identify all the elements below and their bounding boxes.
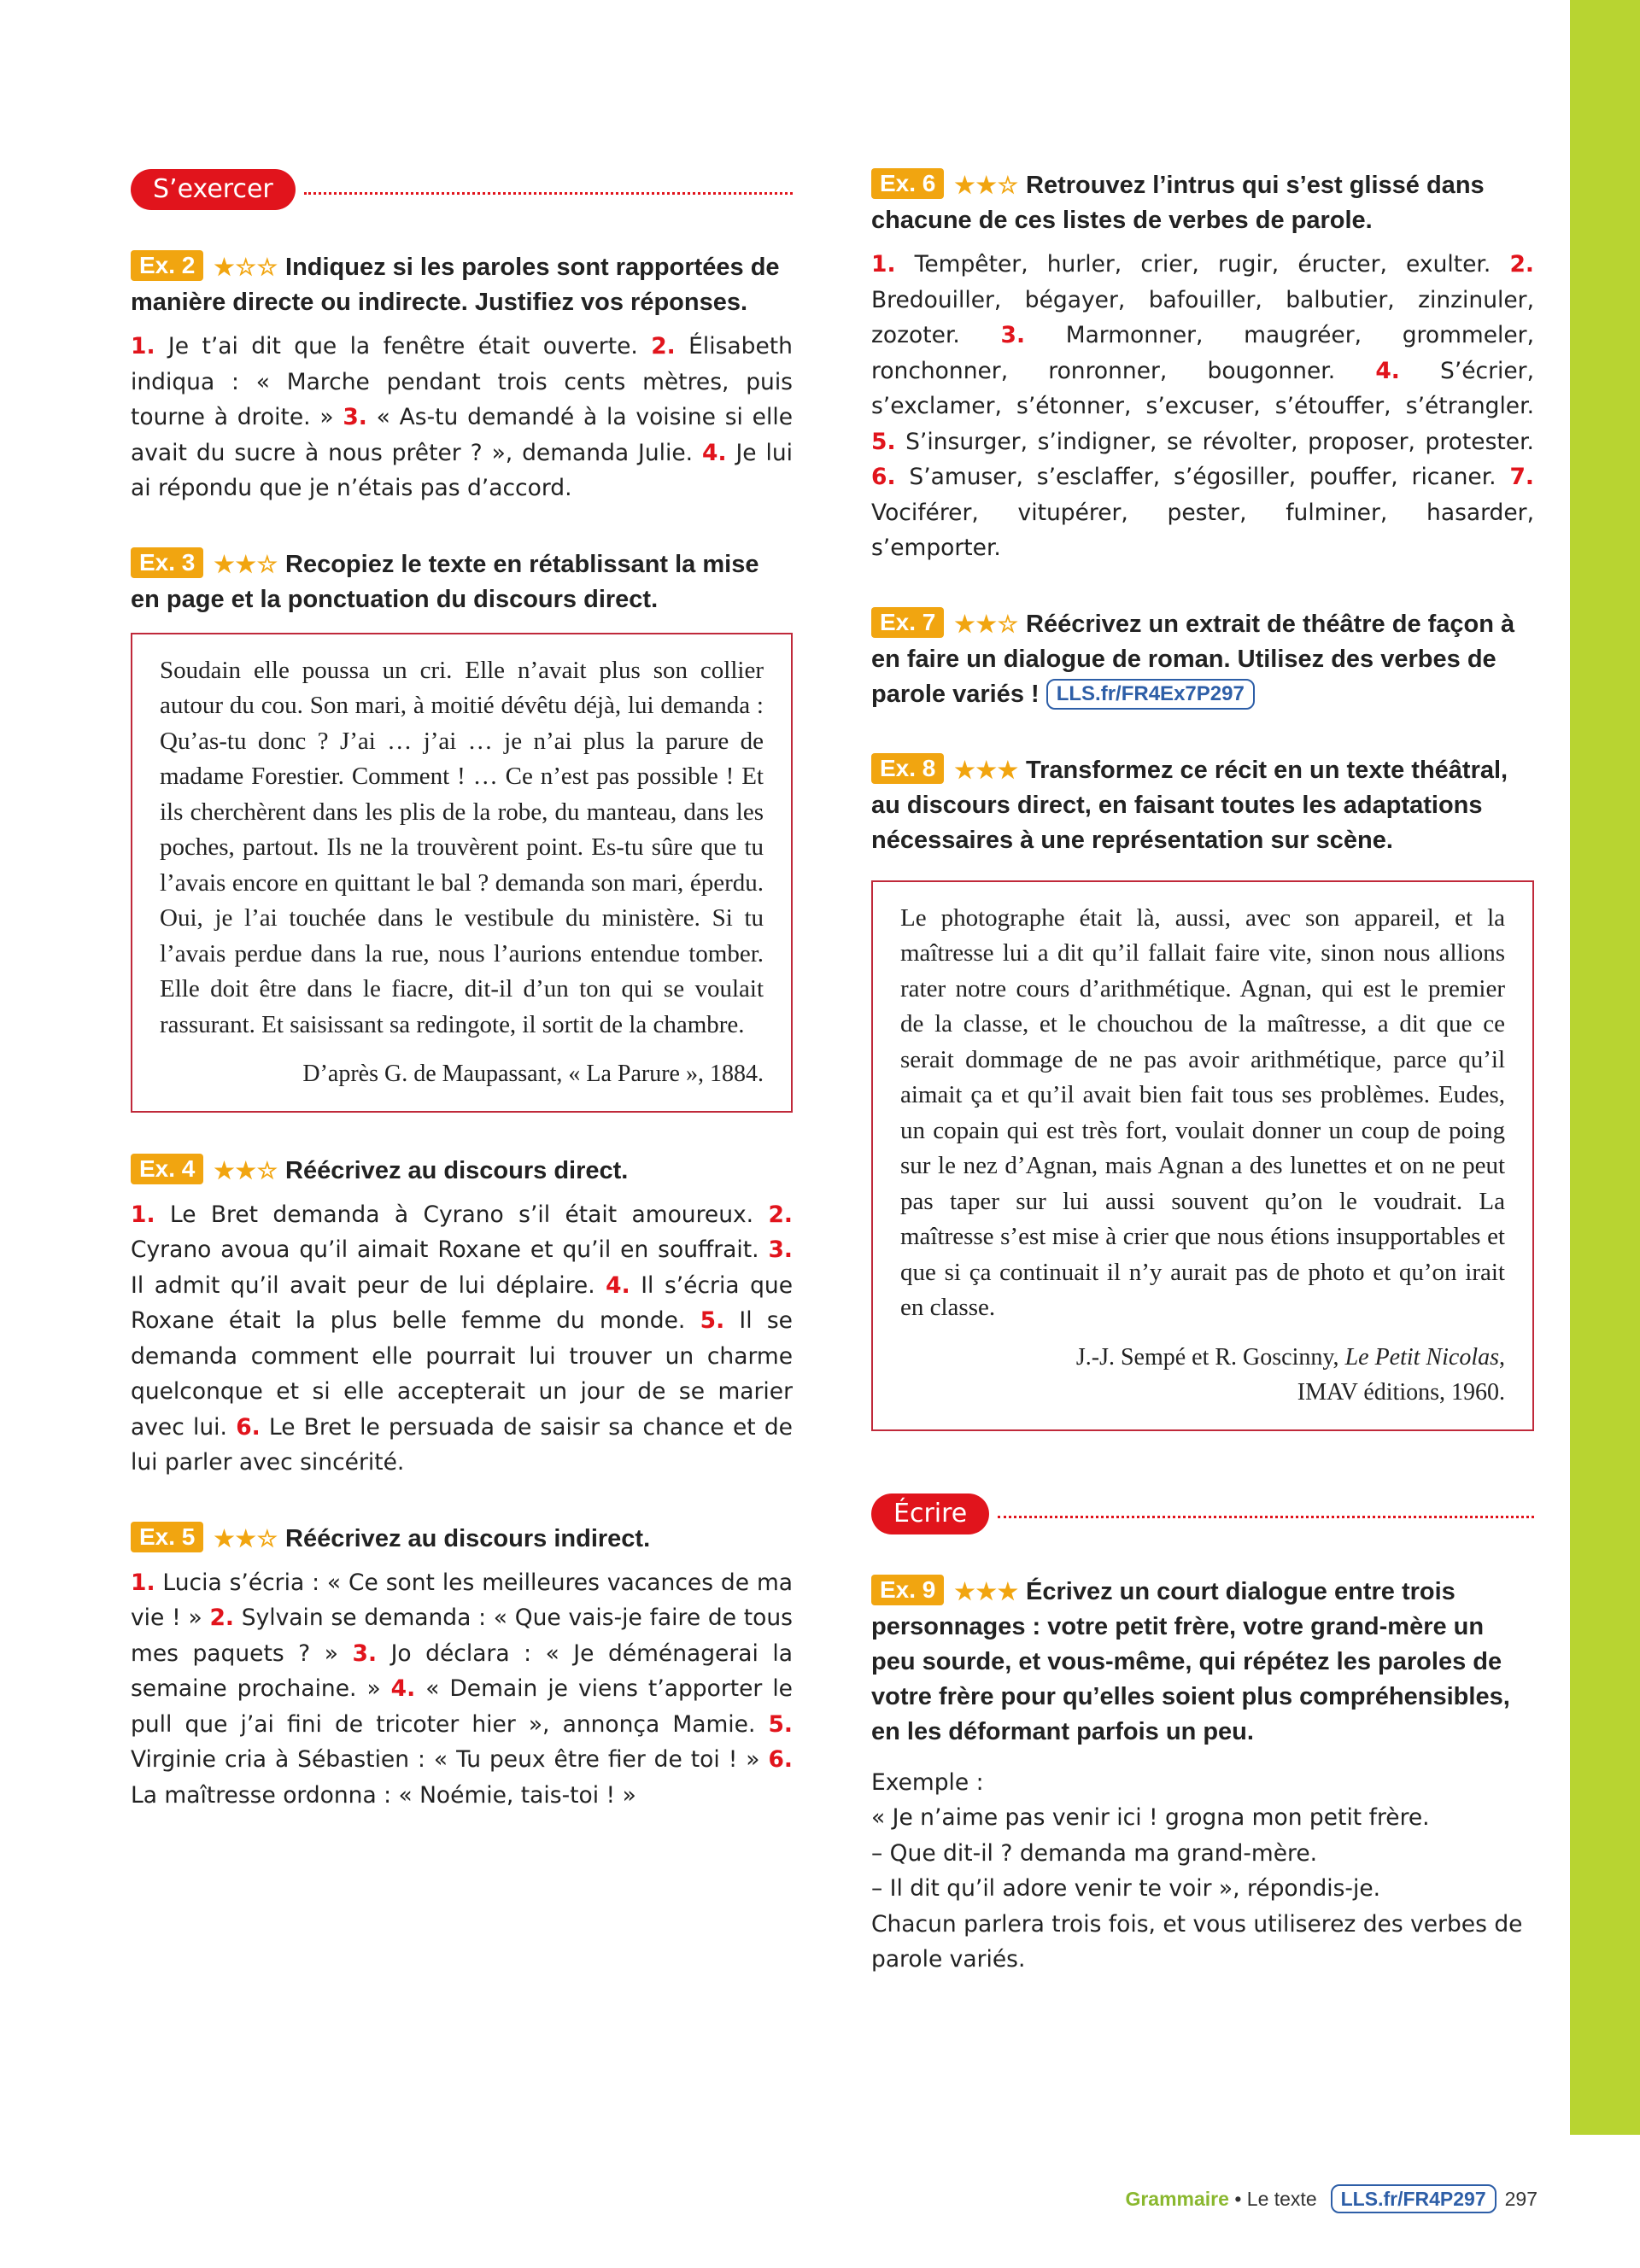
- exercise-body: [871, 247, 1534, 566]
- item-number: 1.: [131, 1569, 155, 1596]
- item-number: 2.: [1509, 251, 1534, 278]
- exercise-7: [871, 607, 1534, 712]
- example-line: « Je n’aime pas venir ici ! grogna mon petit frère.: [871, 1804, 1430, 1831]
- exercise-title: [871, 1575, 1534, 1750]
- source-title: Le Petit Nicolas: [1344, 1343, 1499, 1371]
- page-footer: [1076, 2183, 1538, 2215]
- exercise-instruction: Recopiez le texte en rétablissant la mise en page et la ponctuation du discours direct.: [131, 550, 759, 613]
- item-text: Sylvain se demanda : « Que vais-je faire de tous mes paquets ? »: [131, 1605, 793, 1667]
- exercise-8: [871, 753, 1534, 1431]
- exercise-4: [131, 1154, 793, 1481]
- item-text: Il s’écria que Roxane était la plus belle femme du monde.: [131, 1271, 793, 1334]
- item-text: Cyrano avoua qu’il aimait Roxane et qu’il en souffrait.: [131, 1236, 769, 1263]
- text-extract-box: [871, 880, 1534, 1431]
- item-text: La maîtresse ordonna : « Noémie, tais-toi ! »: [131, 1781, 636, 1809]
- item-number: 7.: [1509, 464, 1534, 490]
- source-publisher: IMAV éditions, 1960.: [1297, 1379, 1505, 1406]
- footer-link[interactable]: LLS.fr/FR4P297: [1331, 2184, 1496, 2213]
- item-text: Le Bret le persuada de saisir sa chance et de lui parler avec sincérité.: [131, 1413, 793, 1476]
- exercise-badge: Ex. 3: [131, 547, 203, 578]
- exercise-badge: Ex. 2: [131, 250, 203, 281]
- item-text: « Demain je viens t’apporter le pull que j’ai fini de tricoter hier », annonça Mamie.: [131, 1675, 793, 1738]
- exercise-badge: Ex. 6: [871, 168, 944, 199]
- exercise-2: [131, 250, 793, 506]
- section-pill: Écrire: [871, 1493, 989, 1534]
- item-number: 3.: [343, 404, 367, 430]
- exercise-body: [131, 1565, 793, 1814]
- exercise-instruction: Écrivez un court dialogue entre trois personnages : votre petit frère, votre grand-mère un peu sourde, et vous-même, qui répétez les paroles de votre frère pour qu’elles soient plus compréhensibles, en les déformant parfois un peu.: [871, 1577, 1510, 1745]
- example-line: – Que dit-il ? demanda ma grand-mère.: [871, 1839, 1318, 1867]
- item-number: 6.: [871, 464, 896, 490]
- difficulty-stars-icon: ★★☆: [954, 611, 1020, 637]
- item-text: Lucia s’écria : « Ce sont les meilleures vacances de ma vie ! »: [131, 1569, 793, 1631]
- item-text: S’insurger, s’indigner, se révolter, proposer, protester.: [905, 428, 1534, 455]
- footer-separator: •: [1228, 2188, 1247, 2210]
- right-column: [871, 168, 1534, 2019]
- exercise-instruction: Réécrivez au discours indirect.: [285, 1524, 651, 1552]
- item-number: 4.: [390, 1675, 416, 1702]
- exercise-5: [131, 1522, 793, 1814]
- item-number: 1.: [131, 1201, 155, 1228]
- difficulty-stars-icon: ★☆☆: [214, 254, 279, 280]
- exercise-title: [871, 753, 1534, 858]
- extract-source: D’après G. de Maupassant, « La Parure », 1884.: [302, 1061, 764, 1087]
- footer-topic: Le texte: [1246, 2188, 1317, 2210]
- item-number: 5.: [700, 1307, 725, 1334]
- side-accent-bar: [1570, 0, 1640, 2135]
- difficulty-stars-icon: ★★★: [954, 757, 1020, 783]
- dotted-rule: [304, 192, 793, 195]
- item-text: Il se demanda comment elle pourrait lui trouver un charme quelconque et si elle accepterait un jour de se marier avec lui.: [131, 1307, 793, 1441]
- example-label: Exemple :: [871, 1768, 984, 1796]
- item-text: Vociférer, vitupérer, pester, fulminer, hasarder, s’emporter.: [871, 499, 1534, 561]
- source-author: J.-J. Sempé et R. Goscinny,: [1075, 1343, 1345, 1371]
- item-number: 1.: [871, 251, 896, 278]
- item-text: Virginie cria à Sébastien : « Tu peux être fier de toi ! »: [131, 1746, 769, 1773]
- exercise-title: [871, 607, 1534, 712]
- exercise-instruction: Transformez ce récit en un texte théâtral, au discours direct, en faisant toutes les adaptations nécessaires à une représentation sur scène.: [871, 756, 1508, 854]
- item-text: Je t’ai dit que la fenêtre était ouverte.: [167, 333, 652, 359]
- text-extract-box: [131, 633, 793, 1113]
- exercise-title: [131, 250, 793, 320]
- item-text: S’amuser, s’esclaffer, s’égosiller, pouffer, ricaner.: [909, 464, 1510, 490]
- exercise-instruction: Indiquez si les paroles sont rapportées de manière directe ou indirecte. Justifiez vos réponses.: [131, 254, 780, 316]
- exercise-link[interactable]: LLS.fr/FR4Ex7P297: [1046, 679, 1255, 710]
- item-number: 4.: [1375, 357, 1400, 384]
- left-column: [131, 168, 793, 1854]
- item-number: 5.: [871, 428, 896, 455]
- item-number: 3.: [1000, 322, 1026, 348]
- extract-text: Soudain elle poussa un cri. Elle n’avait plus son collier autour du cou. Son mari, à moitié dévêtu déjà, lui demanda : Qu’as-tu donc ? J’ai … j’ai … je n’ai plus la parure de madame Forestier. Comment ! … Ce n’est pas possible ! Et ils cherchèrent dans les plis de la robe, du manteau, dans les poches, partout. Ils ne la trouvèrent point. Es-tu sûre que tu l’avais encore en quittant le bal ? demanda son mari, éperdu. Oui, je l’ai touchée dans le vestibule du ministère. Si tu l’avais perdue dans la rue, nous l’aurions entendue tomber. Elle doit être dans le fiacre, dit-il d’un ton qui se voulait rassurant. Et saisissant sa redingote, il sortit de la chambre.: [160, 656, 764, 1038]
- item-text: Élisabeth indiqua : « Marche pendant trois cents mètres, puis tourne à droite. »: [131, 333, 793, 430]
- extract-source: [900, 1340, 1505, 1411]
- section-header-ecrire: [871, 1493, 1534, 1535]
- item-text: Marmonner, maugréer, grommeler, ronchonner, ronronner, bougonner.: [871, 322, 1534, 384]
- exercise-6: [871, 168, 1534, 566]
- item-text: Il admit qu’il avait peur de lui déplaire.: [131, 1271, 606, 1299]
- difficulty-stars-icon: ★★★: [954, 1578, 1020, 1605]
- item-number: 2.: [209, 1605, 234, 1631]
- exercise-title: [131, 1154, 793, 1189]
- section-pill: S’exercer: [131, 169, 296, 210]
- item-number: 6.: [768, 1746, 793, 1773]
- item-number: 3.: [352, 1640, 378, 1667]
- item-text: Le Bret demanda à Cyrano s’il était amoureux.: [169, 1201, 769, 1228]
- exercise-9: [871, 1575, 1534, 1978]
- dotted-rule: [998, 1516, 1534, 1518]
- exercise-badge: Ex. 8: [871, 753, 944, 784]
- item-text: Bredouiller, bégayer, bafouiller, balbutier, zinzinuler, zozoter.: [871, 286, 1534, 348]
- exercise-badge: Ex. 9: [871, 1575, 944, 1605]
- exercise-instruction: Retrouvez l’intrus qui s’est glissé dans chacune de ces listes de verbes de parole.: [871, 172, 1485, 234]
- exercise-body: [131, 329, 793, 506]
- item-number: 1.: [131, 333, 155, 359]
- exercise-title: [871, 168, 1534, 238]
- difficulty-stars-icon: ★★☆: [954, 172, 1020, 198]
- exercise-title: [131, 1522, 793, 1557]
- item-text: Tempêter, hurler, crier, rugir, éructer, exulter.: [914, 251, 1510, 278]
- exercise-badge: Ex. 5: [131, 1522, 203, 1552]
- item-number: 2.: [651, 333, 676, 359]
- instruction-line: Chacun parlera trois fois, et vous utiliserez des verbes de parole variés.: [871, 1910, 1523, 1973]
- footer-subject: Grammaire: [1125, 2188, 1229, 2210]
- item-text: « As-tu demandé à la voisine si elle avait du sucre à nous prêter ? », demanda Julie.: [131, 404, 793, 466]
- source-punct: ,: [1499, 1343, 1505, 1371]
- item-number: 3.: [768, 1236, 793, 1263]
- item-number: 2.: [768, 1201, 793, 1228]
- item-text: S’écrier, s’exclamer, s’étonner, s’excuser, s’étouffer, s’étrangler.: [871, 357, 1534, 419]
- difficulty-stars-icon: ★★☆: [214, 551, 279, 577]
- item-number: 5.: [768, 1710, 793, 1738]
- item-number: 4.: [606, 1271, 630, 1299]
- exercise-body: [131, 1197, 793, 1481]
- exercise-body: [871, 1765, 1534, 1978]
- page-number: 297: [1504, 2188, 1538, 2210]
- exercise-3: [131, 547, 793, 1113]
- exercise-title: [131, 547, 793, 617]
- exercise-instruction: Réécrivez au discours direct.: [285, 1156, 629, 1184]
- example-line: – Il dit qu’il adore venir te voir », répondis-je.: [871, 1875, 1381, 1902]
- item-number: 4.: [702, 439, 727, 466]
- exercise-instruction: Réécrivez un extrait de théâtre de façon à en faire un dialogue de roman. Utilisez des verbes de parole variés !: [871, 610, 1515, 708]
- item-number: 6.: [236, 1413, 261, 1441]
- extract-text: Le photographe était là, aussi, avec son appareil, et la maîtresse lui a dit qu’il fallait faire vite, sinon nous allions rater notre cours d’arithmétique. Agnan, qui est le premier de la classe, et le chouchou de la maîtresse, a dit que ce serait dommage de ne pas avoir arithmétique, parce qu’il aimait ça et qu’il avait bien fait tous ses problèmes. Eudes, un copain qui est très fort, voulait donner un coup de poing sur le nez d’Agnan, mais Agnan a des lunettes et on ne peut pas taper sur lui aussi souvent qu’on le voudrait. La maîtresse s’est mise à crier que nous étions insupportables et que si ça continuait il n’y aurait pas de photo et qu’on irait en classe.: [900, 903, 1505, 1321]
- difficulty-stars-icon: ★★☆: [214, 1157, 279, 1184]
- difficulty-stars-icon: ★★☆: [214, 1525, 279, 1552]
- item-text: Je lui ai répondu que je n’étais pas d’accord.: [131, 439, 793, 501]
- item-text: Jo déclara : « Je déménagerai la semaine prochaine. »: [131, 1640, 793, 1702]
- exercise-badge: Ex. 4: [131, 1154, 203, 1184]
- section-header-exercer: [131, 168, 793, 211]
- exercise-badge: Ex. 7: [871, 607, 944, 638]
